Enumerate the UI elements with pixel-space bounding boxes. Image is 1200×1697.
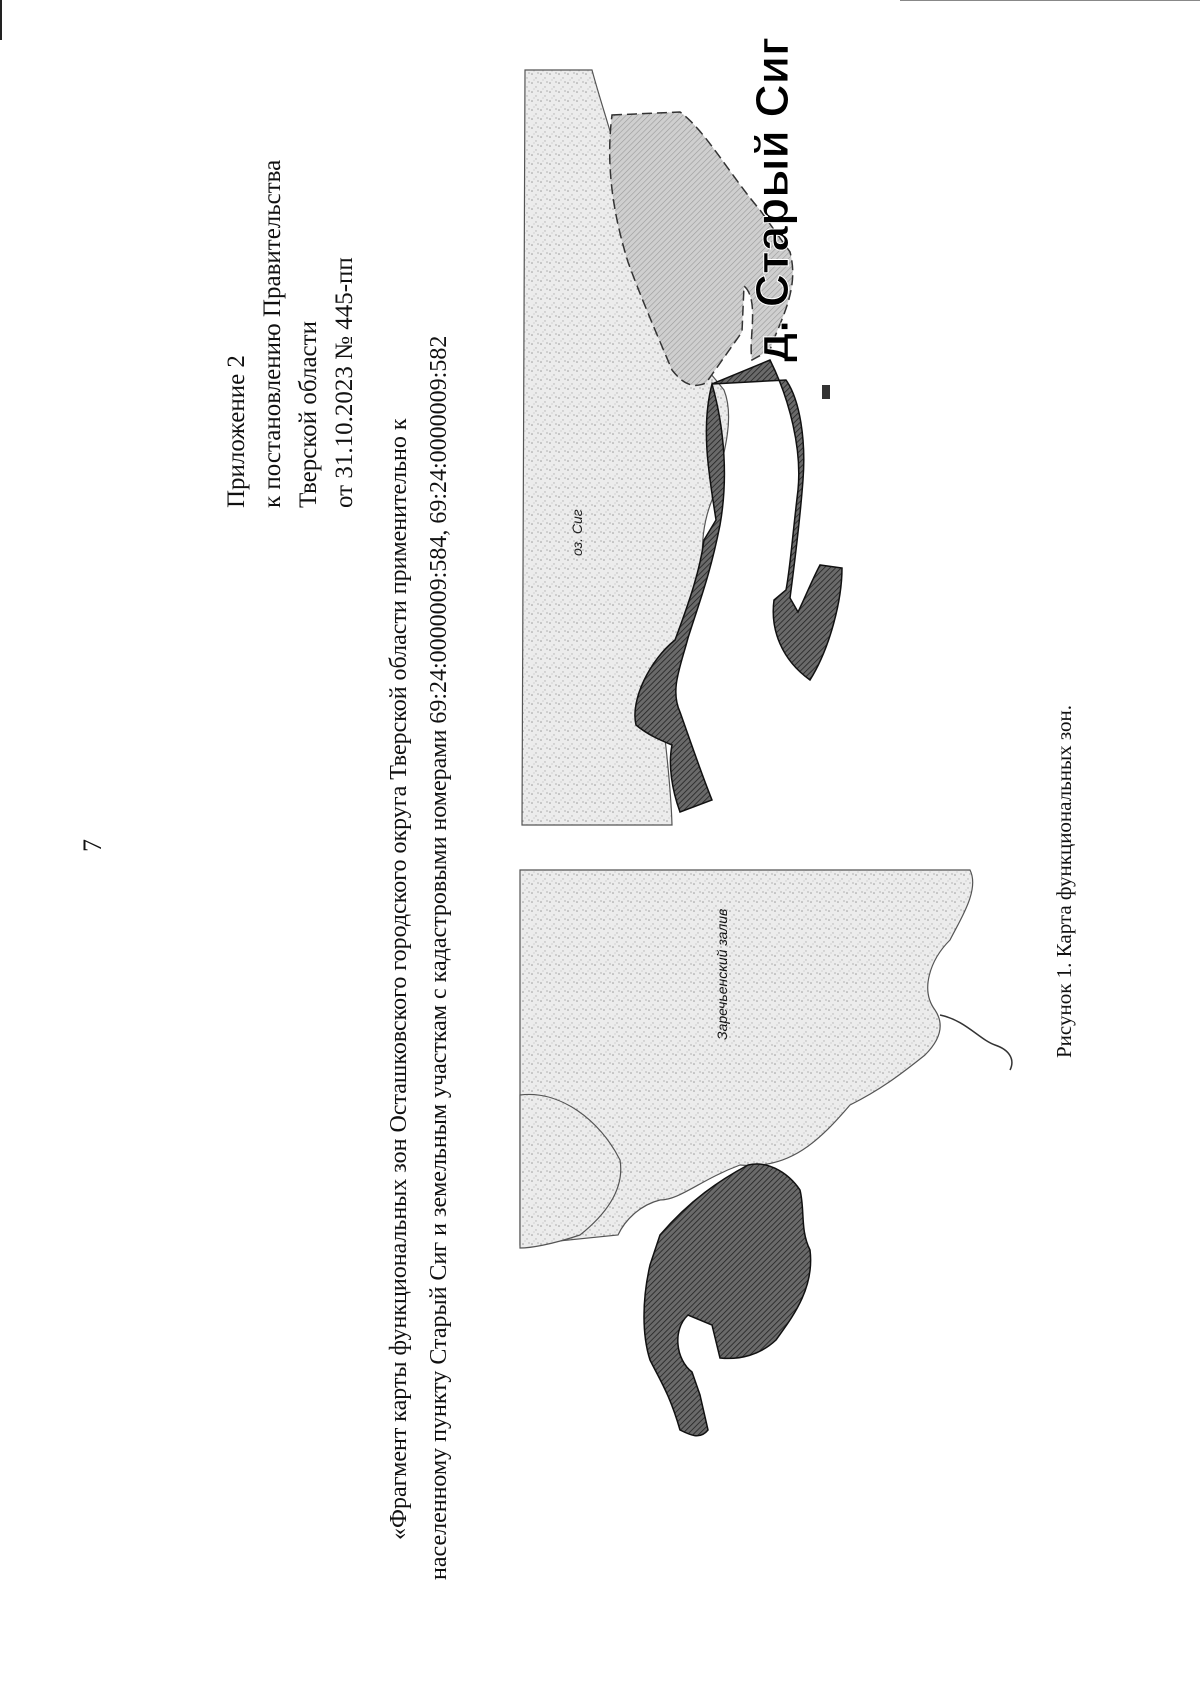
figure-title-line-2: населенному пункту Старый Сиг и земельным участкам с кадастровыми номерами 69:24:0000009:584, 69:24:0000009:582 <box>426 335 452 1580</box>
appendix-line-3: Тверской области <box>295 321 322 508</box>
map-panel-lake <box>522 37 842 825</box>
village-label: д. Старый Сиг <box>746 36 798 362</box>
lake-label: оз. Сиг <box>569 509 585 556</box>
appendix-line-2: к постановлению Правительства <box>259 159 286 508</box>
map-symbol-building <box>822 385 830 399</box>
river-line <box>940 1015 1012 1070</box>
figure-title-line-1: «Фрагмент карты функциональных зон Осташковского городского округа Тверской области применительно к <box>386 418 412 1540</box>
page-number: 7 <box>78 839 107 852</box>
figure-caption: Рисунок 1. Карта функциональных зон. <box>1052 705 1076 1058</box>
zone-dark-bay <box>644 1164 811 1436</box>
appendix-line-1: Приложение 2 <box>223 355 250 508</box>
map-panel-bay <box>520 870 1012 1436</box>
appendix-line-4: от 31.10.2023 № 445-пп <box>331 257 358 508</box>
bay-label: Заречьенский залив <box>714 908 730 1040</box>
